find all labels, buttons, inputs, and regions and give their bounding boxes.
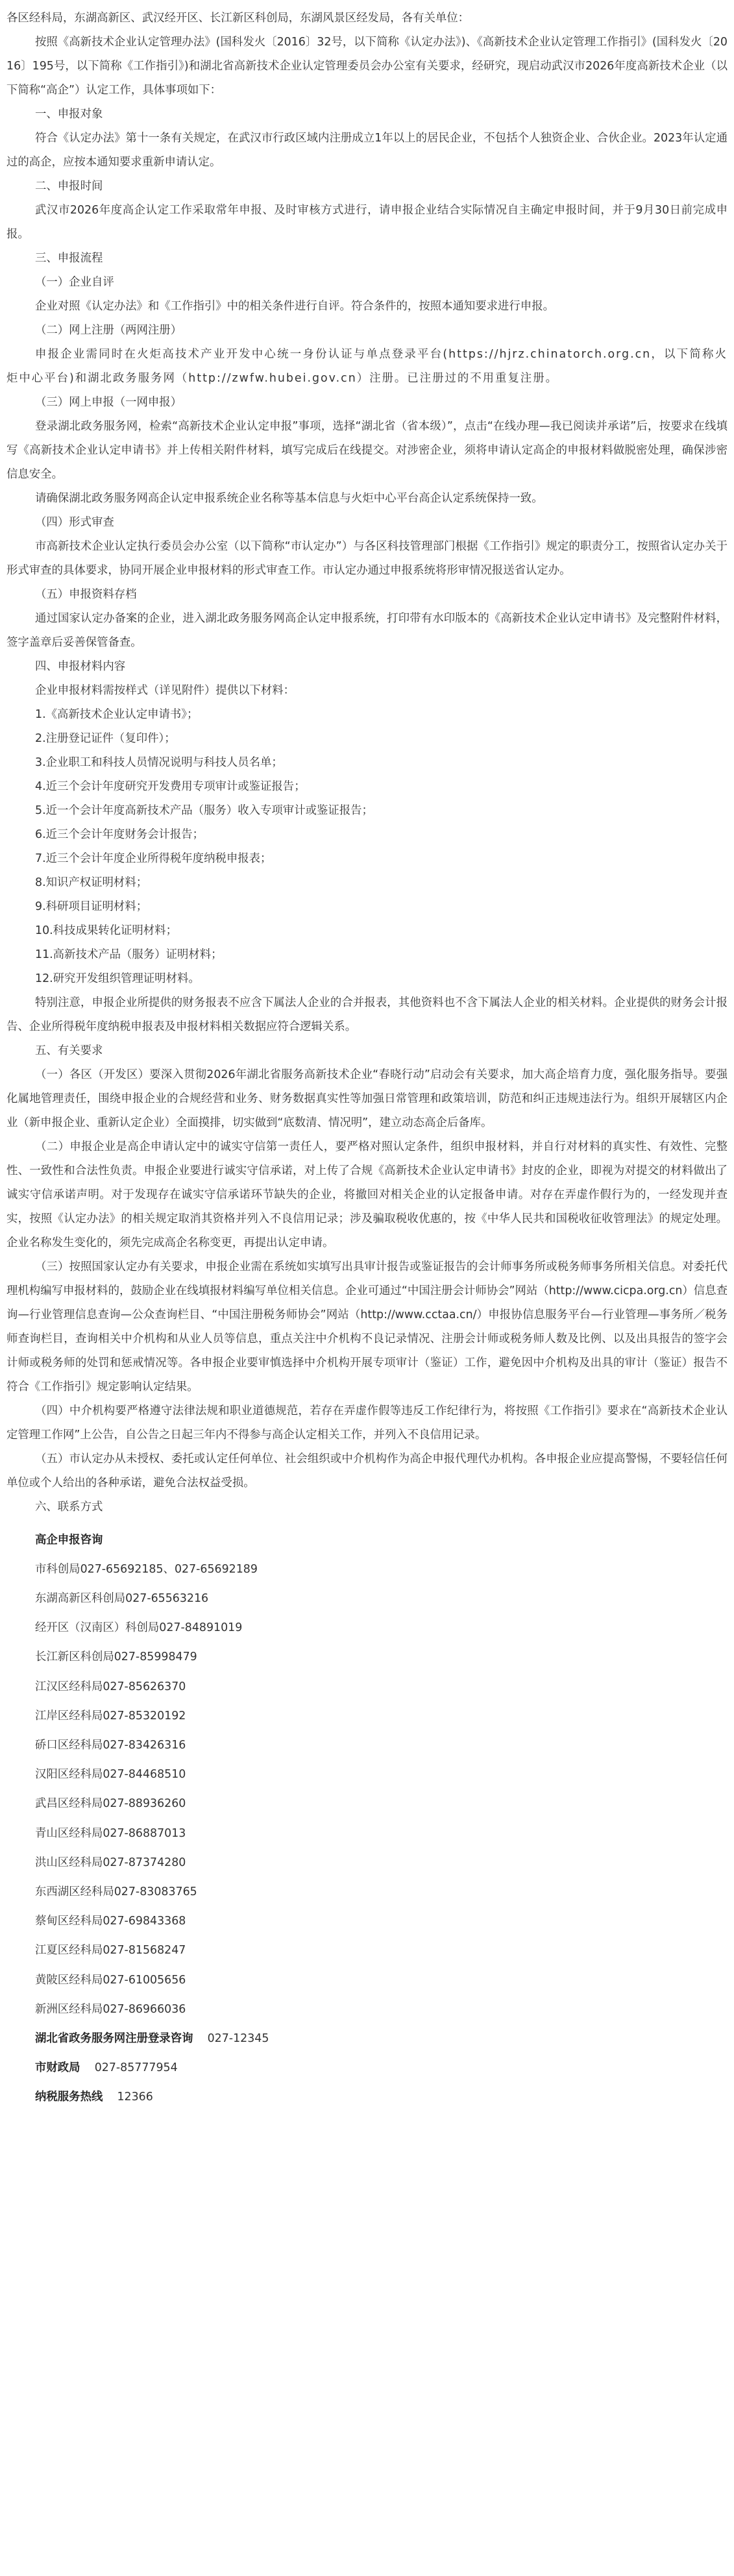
contact-line: 市科创局027-65692185、027-65692189 — [35, 1562, 258, 1576]
paragraph: 三、申报流程 — [35, 252, 103, 265]
contact-line: 蔡甸区经科局027-69843368 — [35, 1915, 186, 1928]
contact-line: 黄陂区经科局027-61005656 — [35, 1973, 186, 1987]
footer-contact-2: 市财政局 027-85777954 — [35, 2061, 178, 2075]
contact-lines — [6, 1555, 728, 2024]
paragraph: 2.注册登记证件（复印件）； — [35, 732, 176, 745]
paragraph: 四、申报材料内容 — [35, 660, 126, 673]
paragraph: （三）网上申报（一网申报） — [35, 396, 182, 409]
paragraph: 4.近三个会计年度研究开发费用专项审计或鉴证报告； — [35, 780, 306, 793]
paragraph: 3.企业职工和科技人员情况说明与科技人员名单； — [35, 756, 283, 769]
paragraph: （五）申报资料存档 — [35, 588, 137, 601]
paragraph: 9.科研项目证明材料； — [35, 900, 148, 913]
contact-line: 长江新区科创局027-85998479 — [35, 1650, 197, 1664]
paragraph: 5.近一个会计年度高新技术产品（服务）收入专项审计或鉴证报告； — [35, 804, 373, 817]
contact-line: 江夏区经科局027-81568247 — [35, 1944, 186, 1957]
paragraph: （五）市认定办从未授权、委托或认定任何单位、社会组织或中介机构作为高企申报代理代办机构。各申报企业应提高警惕，不要轻信任何单位或个人给出的各种承诺，避免合法权益受损。 — [6, 1453, 728, 1490]
contact-line: 汉阳区经科局027-84468510 — [35, 1768, 186, 1782]
paragraph: （一）各区（开发区）要深入贯彻2026年湖北省服务高新技术企业“春晓行动”启动会有关要求，加大高企培育力度，强化服务指导。要强化属地管理责任，围绕申报企业的合规经营和业务、财务数据真实性等加强日常管理和政策培训，防范和纠正违规违法行为。组织开展辖区内企业（新申报企业、重新认定企业）全面摸排，切实做到“底数清、情况明”，建立动态高企后备库。 — [6, 1068, 728, 1129]
paragraph: 申报企业需同时在火炬高技术产业开发中心统一身份认证与单点登录平台(https://hjrz.chinatorch.org.cn，以下简称火炬中心平台)和湖北政务服务网（http://zwfw.hubei.gov.cn）注册。已注册过的不用重复注册。 — [6, 348, 728, 385]
contact-list — [6, 1526, 728, 2113]
paragraph: 企业对照《认定办法》和《工作指引》中的相关条件进行自评。符合条件的，按照本通知要求进行申报。 — [35, 300, 554, 313]
contact-line: 洪山区经科局027-87374280 — [35, 1856, 186, 1869]
paragraph: 通过国家认定办备案的企业，进入湖北政务服务网高企认定申报系统，打印带有水印版本的《高新技术企业认定申请书》及完整附件材料，签字盖章后妥善保管备查。 — [6, 612, 728, 649]
paragraph: 企业申报材料需按样式（详见附件）提供以下材料： — [35, 684, 295, 697]
paragraph: 市高新技术企业认定执行委员会办公室（以下简称“市认定办”）与各区科技管理部门根据《工作指引》规定的职责分工，按照省认定办关于形式审查的具体要求，协同开展企业申报材料的形式审查工作。市认定办通过申报系统将形审情况报送省认定办。 — [6, 540, 728, 577]
paragraph: 8.知识产权证明材料； — [35, 876, 148, 889]
contact-line: 东湖高新区科创局027-65563216 — [35, 1591, 209, 1605]
paragraph: 按照《高新技术企业认定管理办法》(国科发火〔2016〕32号，以下简称《认定办法》)、《高新技术企业认定管理工作指引》(国科发火〔2016〕195号，以下简称《工作指引》)和湖北省高新技术企业认定管理委员会办公室有关要求，经研究，现启动武汉市2026年度高新技术企业（以下简称“高企”）认定工作，具体事项如下： — [6, 36, 728, 97]
notice-body — [6, 6, 728, 1519]
contact-line: 东西湖区经科局027-83083765 — [35, 1885, 197, 1898]
contact-line: 经开区（汉南区）科创局027-84891019 — [35, 1621, 243, 1635]
paragraph: 登录湖北政务服务网，检索“高新技术企业认定申报”事项，选择“湖北省（省本级）”，点击“在线办理—我已阅读并承诺”后，按要求在线填写《高新技术企业认定申请书》并上传相关附件材料，填写完成后在线提交。对涉密企业，须将申请认定高企的申报材料做脱密处理，确保涉密信息安全。 — [6, 420, 728, 481]
contact-line: 青山区经科局027-86887013 — [35, 1826, 186, 1840]
section-gap — [6, 1519, 728, 1526]
contact-line: 硚口区经科局027-83426316 — [35, 1738, 186, 1752]
paragraph: 10.科技成果转化证明材料； — [35, 924, 177, 937]
paragraph: 一、申报对象 — [35, 108, 103, 121]
paragraph: 特别注意，申报企业所提供的财务报表不应含下属法人企业的合并报表，其他资料也不含下属法人企业的相关材料。企业提供的财务会计报告、企业所得税年度纳税申报表及申报材料相关数据应符合逻辑关系。 — [6, 996, 728, 1033]
paragraph: 六、联系方式 — [35, 1501, 103, 1514]
paragraph: （二）申报企业是高企申请认定中的诚实守信第一责任人，要严格对照认定条件，组织申报材料，并自行对材料的真实性、有效性、完整性、一致性和合法性负责。申报企业要进行诚实守信承诺，对上传了合规《高新技术企业认定申请书》封皮的企业，即视为对提交的材料做出了诚实守信承诺声明。对于发现存在诚实守信承诺环节缺失的企业，将撤回对相关企业的认定报备申请。对存在弄虚作假行为的，一经发现并查实，按照《认定办法》的相关规定取消其资格并列入不良信用记录；涉及骗取税收优惠的，按《中华人民共和国税收征收管理法》的规定处理。企业名称发生变化的，须先完成高企名称变更，再提出认定申请。 — [6, 1140, 728, 1249]
contact-line: 江岸区经科局027-85320192 — [35, 1709, 186, 1723]
contact-line: 江汉区经科局027-85626370 — [35, 1680, 186, 1693]
paragraph: 11.高新技术产品（服务）证明材料； — [35, 948, 223, 961]
paragraph: 五、有关要求 — [35, 1044, 103, 1057]
contacts-heading: 高企申报咨询 — [35, 1533, 103, 1547]
contact-line: 新洲区经科局027-86966036 — [35, 2002, 186, 2016]
paragraph: 请确保湖北政务服务网高企认定申报系统企业名称等基本信息与火炬中心平台高企认定系统保持一致。 — [35, 492, 543, 505]
paragraph: （四）中介机构要严格遵守法律法规和职业道德规范，若存在弄虚作假等违反工作纪律行为，将按照《工作指引》要求在“高新技术企业认定管理工作网”上公告，自公告之日起三年内不得参与高企认定相关工作，并列入不良信用记录。 — [6, 1405, 728, 1441]
footer-contact-1: 湖北省政务服务网注册登录咨询 027-12345 — [35, 2031, 269, 2045]
paragraph: 符合《认定办法》第十一条有关规定，在武汉市行政区域内注册成立1年以上的居民企业，不包括个人独资企业、合伙企业。2023年认定通过的高企，应按本通知要求重新申请认定。 — [6, 132, 728, 169]
paragraph: （一）企业自评 — [35, 276, 114, 289]
paragraph: 1.《高新技术企业认定申请书》； — [35, 708, 199, 721]
footer-contact-3: 纳税服务热线 12366 — [35, 2091, 153, 2104]
paragraph: （三）按照国家认定办有关要求，申报企业需在系统如实填写出具审计报告或鉴证报告的会计师事务所或税务师事务所相关信息。对委托代理机构编写申报材料的，鼓励企业在线填报材料编写单位相关信息。企业可通过“中国注册会计师协会”网站（http://www.cicpa.org.cn）信息查询—行业管理信息查询—公众查询栏目、“中国注册税务师协会”网站（http://www.cctaa.cn/）申报协信息服务平台—行业管理—事务所／税务师查询栏目，查询相关中介机构和从业人员等信息，重点关注中介机构不良记录情况、注册会计师或税务师人数及比例、以及出具报告的签字会计师或税务师的处罚和惩戒情况等。各申报企业要审慎选择中介机构开展专项审计（鉴证）工作，避免因中介机构及出具的审计（鉴证）报告不符合《工作指引》规定影响认定结果。 — [6, 1260, 728, 1393]
paragraph: 二、申报时间 — [35, 180, 103, 193]
paragraph: 12.研究开发组织管理证明材料。 — [35, 972, 200, 985]
paragraph: 各区经科局，东湖高新区、武汉经开区、长江新区科创局，东湖风景区经发局，各有关单位： — [6, 12, 470, 25]
paragraph: 6.近三个会计年度财务会计报告； — [35, 828, 204, 841]
paragraph: 7.近三个会计年度企业所得税年度纳税申报表； — [35, 852, 272, 865]
paragraph: （二）网上注册（两网注册） — [35, 324, 182, 337]
contact-line: 武昌区经科局027-88936260 — [35, 1797, 186, 1811]
paragraph: 武汉市2026年度高企认定工作采取常年申报、及时审核方式进行，请申报企业结合实际情况自主确定申报时间，并于9月30日前完成申报。 — [6, 204, 728, 241]
paragraph: （四）形式审查 — [35, 516, 114, 529]
